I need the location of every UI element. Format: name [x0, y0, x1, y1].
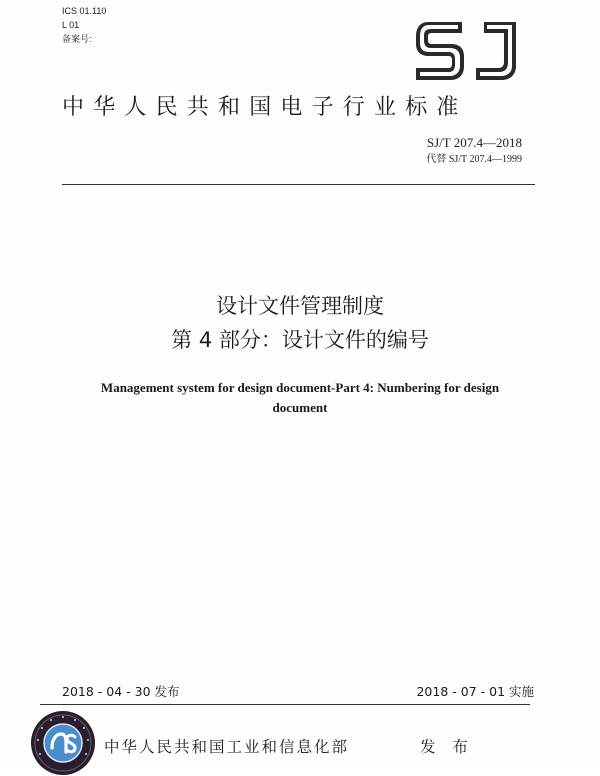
- header-divider: [62, 184, 535, 185]
- ministry-seal-icon: [30, 710, 96, 776]
- english-title-line2: document: [272, 400, 328, 415]
- class-code: L 01: [62, 20, 80, 30]
- issue-label: 发 布: [420, 738, 474, 756]
- standard-number-block: [426, 134, 522, 168]
- classification-block: [62, 4, 106, 46]
- organization-title: 中华人民共和国电子行业标准: [62, 95, 468, 120]
- filing-number-label: 备案号:: [62, 34, 92, 44]
- sj-logo-icon: [414, 14, 518, 84]
- publish-date: 2018 - 04 - 30 发布: [62, 684, 180, 699]
- chinese-title: [0, 290, 600, 356]
- footer-divider: [40, 704, 530, 705]
- english-title-line1: Management system for design document-Part 4: Numbering for design: [100, 380, 500, 395]
- issuing-authority: 中华人民共和国工业和信息化部: [104, 738, 350, 756]
- implementation-date: 2018 - 07 - 01 实施: [416, 684, 534, 699]
- replaces-standard: 代替 SJ/T 207.4—1999: [426, 154, 522, 165]
- english-title: [60, 378, 540, 418]
- ics-code: ICS 01.110: [62, 6, 107, 16]
- chinese-title-line1: 设计文件管理制度: [216, 294, 384, 318]
- chinese-title-line2: 第 4 部分：设计文件的编号: [171, 328, 429, 352]
- standard-number: SJ/T 207.4—2018: [426, 135, 522, 150]
